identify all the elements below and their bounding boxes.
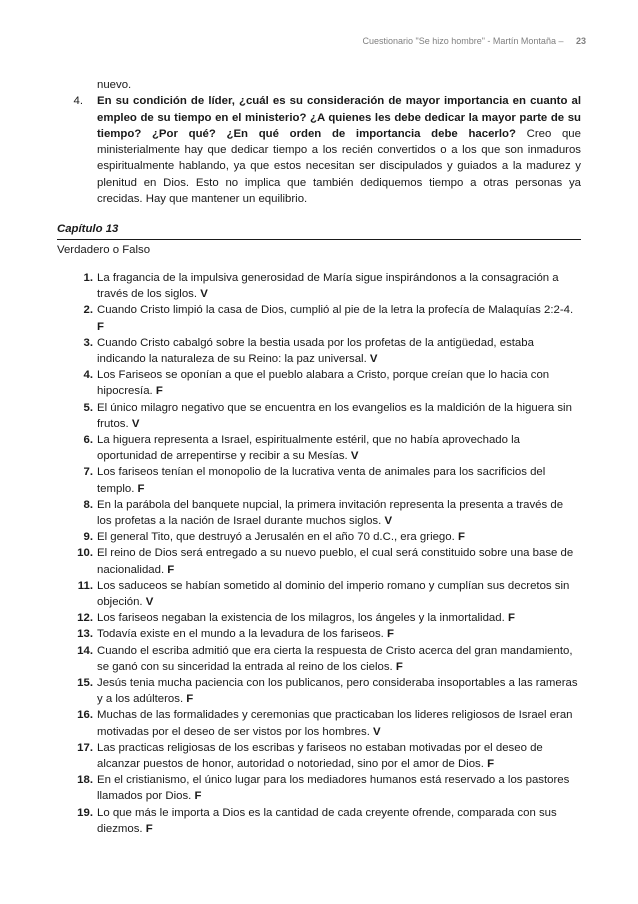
item-statement — [97, 545, 581, 577]
item-number: 11. — [77, 579, 93, 592]
page-header — [362, 36, 586, 46]
statement-text: Cuando Cristo limpió la casa de Dios, cumplió al pie de la letra la profecía de Malaquías 2:2-4. — [97, 304, 574, 317]
answer-mark: F — [186, 693, 194, 706]
answer-mark: V — [373, 725, 381, 738]
answer-mark: F — [97, 320, 104, 333]
answer-mark: F — [194, 790, 202, 803]
item-statement — [97, 432, 581, 464]
list-item — [57, 529, 581, 545]
list-item — [57, 707, 581, 739]
list-item — [57, 626, 581, 642]
question-4 — [57, 93, 581, 207]
item-number: 18. — [77, 774, 93, 787]
statement-text: Todavía existe en el mundo a la levadura de los fariseos. — [97, 628, 387, 641]
statement-text: Cuando Cristo cabalgó sobre la bestia usada por los profetas de la antigüedad, estaba indicando la naturaleza de su Reino: la paz universal. — [97, 336, 534, 365]
list-item — [57, 464, 581, 496]
list-item — [57, 497, 581, 529]
answer-mark: F — [507, 612, 515, 625]
question-4-answer: Creo que ministerialmente hay que dedicar tiempo a los recién convertidos o a los que son inmaduros espiritualmente hablando, ya que estos necesitan ser discipulados y guiados a la madurez y plenitud en Dios. Esto no implica que también dediquemos tiempo a otras personas ya crecidas. Hay que mantener un equilibrio. — [97, 127, 581, 206]
item-statement — [97, 578, 581, 610]
answer-mark: F — [145, 822, 153, 835]
item-number: 6. — [83, 434, 93, 446]
list-item — [57, 367, 581, 399]
item-statement — [97, 643, 581, 675]
item-number: 12. — [77, 612, 93, 625]
item-statement — [97, 400, 581, 432]
statement-text: Los saduceos se habían sometido al dominio del imperio romano y cumplían sus decretos sin objeción. — [97, 579, 570, 609]
answer-mark: F — [487, 758, 495, 771]
question-4-number: 4. — [73, 95, 83, 108]
list-item — [57, 805, 581, 837]
question-4-prompt: En su condición de líder, ¿cuál es su consideración de mayor importancia en cuanto al empleo de su tiempo en el ministerio? ¿A quienes les debe dedicar la mayor parte de su tiempo? ¿Por qué? ¿En qué orden de importancia debe hacerlo? — [97, 95, 581, 140]
page-content — [57, 77, 581, 837]
item-number: 8. — [83, 498, 93, 511]
item-number: 5. — [83, 401, 93, 414]
item-number: 17. — [77, 741, 93, 754]
statement-text: La higuera representa a Israel, espiritualmente estéril, que no había aprovechado la oportunidad de arrepentirse y recibir a su Mesías. — [97, 434, 520, 463]
true-false-list — [57, 270, 581, 837]
statement-text: Los fariseos tenían el monopolio de la lucrativa venta de animales para los sacrificios del templo. — [97, 466, 546, 495]
previous-answer-continuation: nuevo. — [97, 79, 132, 91]
item-statement — [97, 335, 581, 367]
statement-text: Muchas de las formalidades y ceremonias que practicaban los lideres religiosos de Israel eran motivadas por el deseo de ser vistos por los hombres. — [97, 709, 573, 738]
statement-text: El reino de Dios será entregado a su nuevo pueblo, el cual será constituido sobre una base de nacionalidad. — [97, 547, 574, 576]
item-statement — [97, 610, 581, 626]
list-item — [57, 302, 581, 334]
item-number: 4. — [83, 369, 93, 382]
statement-text: La fragancia de la impulsiva generosidad de María sigue inspirándonos a la consagración a través de los siglos. — [97, 271, 559, 301]
statement-text: Jesús tenia mucha paciencia con los publicanos, pero consideraba insoportables a las rameras y a los adúlteros. — [97, 677, 578, 706]
item-statement — [97, 270, 581, 302]
list-item — [57, 643, 581, 675]
item-statement — [97, 626, 581, 642]
answer-mark: V — [145, 596, 154, 609]
item-statement — [97, 675, 581, 707]
item-number: 10. — [77, 547, 93, 560]
item-statement — [97, 464, 581, 496]
list-item — [57, 740, 581, 772]
answer-mark: V — [350, 450, 359, 463]
list-item — [57, 772, 581, 804]
item-statement — [97, 707, 581, 739]
section-subtitle: Verdadero o Falso — [57, 243, 151, 256]
list-item — [57, 545, 581, 577]
statement-text: En la parábola del banquete nupcial, la primera invitación representa la presenta a través de los profetas a la nación de Israel durante muchos siglos. — [97, 498, 564, 528]
answer-mark: F — [387, 628, 394, 641]
item-number: 3. — [83, 336, 93, 349]
item-number: 2. — [83, 304, 93, 317]
answer-mark: F — [137, 482, 145, 495]
running-title: Cuestionario "Se hizo hombre" - Martín Montaña – — [362, 36, 564, 46]
item-statement — [97, 805, 581, 837]
answer-mark: V — [131, 417, 140, 430]
statement-text: El general Tito, que destruyó a Jerusalén en el año 70 d.C., era griego. — [97, 531, 458, 544]
statement-text: Las practicas religiosas de los escribas y fariseos no estaban motivadas por el deseo de alcanzar puestos de honor, autoridad o notoriedad, sino por el amor de Dios. — [97, 741, 543, 771]
item-number: 14. — [77, 644, 93, 657]
statement-text: Los fariseos negaban la existencia de los milagros, los ángeles y la inmortalidad. — [97, 612, 508, 625]
item-statement — [97, 367, 581, 399]
item-statement — [97, 740, 581, 772]
item-number: 9. — [83, 531, 93, 544]
list-item — [57, 270, 581, 302]
item-number: 13. — [77, 628, 93, 641]
question-4-body — [97, 93, 581, 207]
item-number: 16. — [77, 709, 93, 722]
item-statement — [97, 302, 581, 334]
item-number: 7. — [83, 466, 93, 479]
chapter-title: Capítulo 13 — [57, 221, 581, 239]
statement-text: Cuando el escriba admitió que era cierta la respuesta de Cristo acerca del gran mandamiento, se ganó con su sinceridad la entrada al reino de los cielos. — [97, 644, 573, 673]
item-number: 19. — [77, 806, 93, 819]
list-item — [57, 610, 581, 626]
item-statement — [97, 772, 581, 804]
page-number: 23 — [575, 36, 586, 46]
answer-mark: V — [384, 515, 393, 528]
statement-text: Los Fariseos se oponían a que el pueblo alabara a Cristo, porque creían que lo hacia con hipocresía. — [97, 369, 550, 398]
list-item — [57, 578, 581, 610]
answer-mark: F — [167, 563, 175, 576]
answer-mark: F — [457, 531, 465, 544]
answer-mark: F — [395, 660, 403, 673]
list-item — [57, 335, 581, 367]
answer-mark: V — [200, 288, 208, 301]
item-number: 15. — [77, 677, 93, 690]
list-item — [57, 675, 581, 707]
answer-mark: V — [369, 352, 378, 365]
answer-mark: F — [155, 385, 163, 398]
item-statement — [97, 529, 581, 545]
statement-text: Lo que más le importa a Dios es la cantidad de cada creyente ofrende, comparada con sus diezmos. — [97, 806, 557, 835]
list-item — [57, 432, 581, 464]
statement-text: En el cristianismo, el único lugar para los mediadores humanos está reservado a los pastores llamados por Dios. — [97, 774, 570, 803]
item-statement — [97, 497, 581, 529]
statement-text: El único milagro negativo que se encuentra en los evangelios es la maldición de la higuera sin frutos. — [97, 401, 572, 430]
item-number: 1. — [83, 271, 93, 284]
list-item — [57, 400, 581, 432]
